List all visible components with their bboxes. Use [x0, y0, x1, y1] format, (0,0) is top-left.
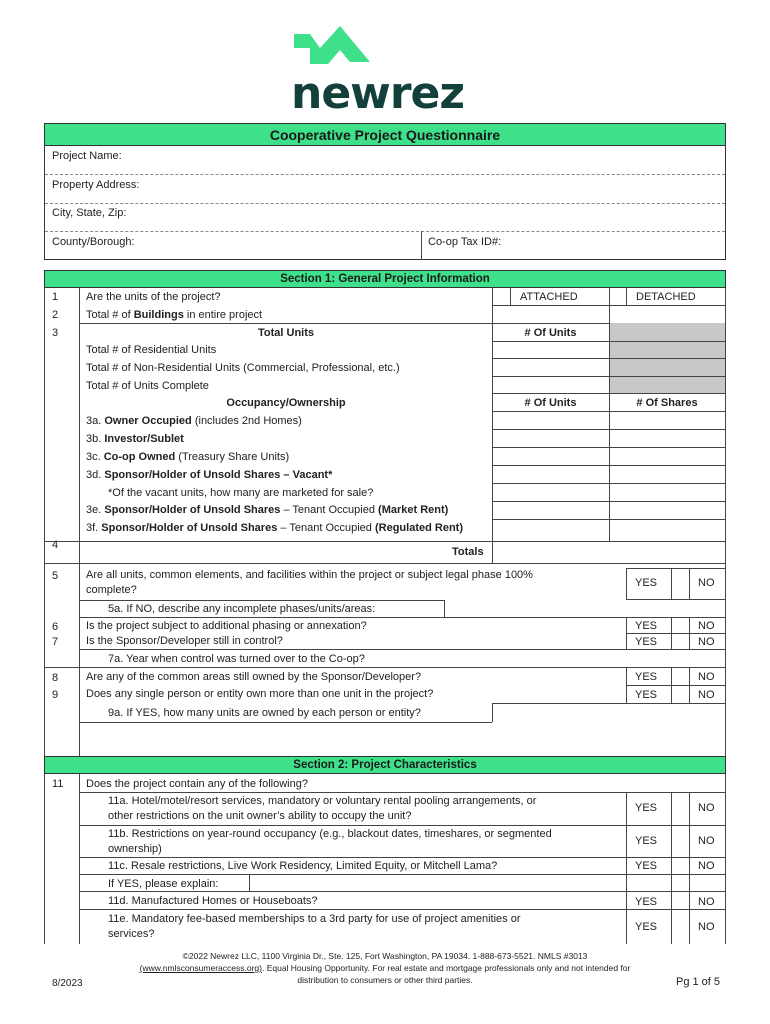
tax-id-field[interactable]: Co-op Tax ID#: [428, 236, 502, 248]
row-number-7: 7 [52, 636, 59, 648]
project-name-field[interactable]: Project Name: [52, 150, 122, 162]
q7-label: Is the Sponsor/Developer still in control? [86, 635, 283, 647]
q8-yes[interactable]: YES [635, 671, 658, 683]
q11b-label-1: 11b. Restrictions on year-round occupancy (e.g., blackout dates, timeshares, or segmented [108, 828, 552, 840]
logo-wordmark: newrez [291, 68, 464, 119]
attached-option[interactable]: ATTACHED [520, 291, 578, 303]
row-number-2: 2 [52, 309, 59, 321]
q8-label: Are any of the common areas still owned by the Sponsor/Developer? [86, 671, 422, 683]
q9-label: Does any single person or entity own more than one unit in the project? [86, 688, 434, 700]
q11d-label: 11d. Manufactured Homes or Houseboats? [108, 895, 318, 907]
q11a-label-2: other restrictions on the unit owner’s ability to occupy the unit? [108, 810, 412, 822]
q11e-yes[interactable]: YES [635, 921, 658, 933]
total-units-header: Total Units [257, 327, 314, 339]
q3e-label: 3e. Sponsor/Holder of Unsold Shares – Tenant Occupied (Market Rent) [86, 504, 449, 516]
q1-label: Are the units of the project? [86, 291, 221, 303]
q6-label: Is the project subject to additional phasing or annexation? [86, 620, 367, 632]
row-number-8: 8 [52, 672, 59, 684]
residential-units-label: Total # of Residential Units [86, 344, 217, 356]
q3c-label: 3c. Co-op Owned (Treasury Share Units) [86, 451, 290, 463]
footer-text [100, 950, 670, 986]
property-address-field[interactable]: Property Address: [52, 179, 140, 191]
complete-units-label: Total # of Units Complete [86, 380, 209, 392]
nonresidential-units-label: Total # of Non-Residential Units (Commercial, Professional, etc.) [86, 362, 400, 374]
row-number-9: 9 [52, 689, 59, 701]
q11a-yes[interactable]: YES [635, 802, 658, 814]
row-number-1: 1 [52, 291, 59, 303]
footer-line1: ©2022 Newrez LLC, 1100 Virginia Dr., Ste. 125, Fort Washington, PA 19034. 1-888-673-5521. NMLS #3013 [182, 951, 588, 961]
totals-label: Totals [452, 546, 484, 558]
logo-roof-icon [292, 22, 372, 68]
q6-no[interactable]: NO [698, 620, 715, 632]
q11d-yes[interactable]: YES [635, 896, 658, 908]
q3d-note: *Of the vacant units, how many are marketed for sale? [108, 487, 374, 499]
q5-label-line1: Are all units, common elements, and facilities within the project or subject legal phase 100% [86, 569, 533, 581]
num-units-header-2: # Of Units [524, 397, 577, 409]
num-units-header: # Of Units [524, 327, 577, 339]
q11b-label-2: ownership) [108, 843, 162, 855]
q5-yes[interactable]: YES [635, 577, 658, 589]
page-number: Pg 1 of 5 [676, 976, 721, 988]
q11-label: Does the project contain any of the following? [86, 778, 308, 790]
q3a-label: 3a. Owner Occupied (includes 2nd Homes) [86, 415, 302, 427]
q7a-label: 7a. Year when control was turned over to the Co-op? [108, 653, 365, 665]
q11e-label-2: services? [108, 928, 155, 940]
footer-line2: (www.nmlsconsumeraccess.org). Equal Housing Opportunity. For real estate and mortgage professionals only and not intended for [139, 963, 631, 973]
q11a-no[interactable]: NO [698, 802, 715, 814]
q7-no[interactable]: NO [698, 636, 715, 648]
q11c-explain-label: If YES, please explain: [108, 878, 219, 890]
row-number-4: 4 [52, 539, 59, 551]
row-number-5: 5 [52, 570, 59, 582]
footer-date: 8/2023 [52, 978, 83, 989]
q11b-yes[interactable]: YES [635, 835, 658, 847]
q3b-label: 3b. Investor/Sublet [86, 433, 184, 445]
num-shares-header: # Of Shares [636, 397, 698, 409]
questionnaire-title: Cooperative Project Questionnaire [44, 123, 726, 146]
q11c-label: 11c. Resale restrictions, Live Work Residency, Limited Equity, or Mitchell Lama? [108, 860, 498, 872]
q11c-yes[interactable]: YES [635, 860, 658, 872]
q2-label: Total # of Buildings in entire project [86, 309, 263, 321]
section2-header: Section 2: Project Characteristics [44, 756, 726, 774]
q8-no[interactable]: NO [698, 671, 715, 683]
city-state-zip-field[interactable]: City, State, Zip: [52, 207, 127, 219]
q11b-no[interactable]: NO [698, 835, 715, 847]
q11d-no[interactable]: NO [698, 896, 715, 908]
q6-yes[interactable]: YES [635, 620, 658, 632]
q9-no[interactable]: NO [698, 689, 715, 701]
section1-header: Section 1: General Project Information [44, 270, 726, 288]
q7-yes[interactable]: YES [635, 636, 658, 648]
row-number-6: 6 [52, 621, 59, 633]
q5a-label: 5a. If NO, describe any incomplete phases/units/areas: [108, 603, 376, 615]
q11e-label-1: 11e. Mandatory fee-based memberships to a 3rd party for use of project amenities or [108, 913, 521, 925]
row-number-3: 3 [52, 327, 59, 339]
q11a-label-1: 11a. Hotel/motel/resort services, mandatory or voluntary rental pooling arrangements, or [108, 795, 537, 807]
q9-yes[interactable]: YES [635, 689, 658, 701]
row-number-11: 11 [52, 778, 64, 790]
q5-no[interactable]: NO [698, 577, 715, 589]
nmls-link[interactable]: (www.nmlsconsumeraccess.org) [139, 963, 262, 973]
q3f-label: 3f. Sponsor/Holder of Unsold Shares – Tenant Occupied (Regulated Rent) [86, 522, 463, 534]
county-field[interactable]: County/Borough: [52, 236, 135, 248]
q11e-no[interactable]: NO [698, 921, 715, 933]
occupancy-header: Occupancy/Ownership [226, 397, 346, 409]
q11c-no[interactable]: NO [698, 860, 715, 872]
footer-line3: distribution to consumers or other third parties. [297, 975, 473, 985]
q9a-label: 9a. If YES, how many units are owned by each person or entity? [108, 707, 421, 719]
q3d-label: 3d. Sponsor/Holder of Unsold Shares – Vacant* [86, 469, 333, 481]
q5-label-line2: complete? [86, 584, 137, 596]
detached-option[interactable]: DETACHED [636, 291, 696, 303]
